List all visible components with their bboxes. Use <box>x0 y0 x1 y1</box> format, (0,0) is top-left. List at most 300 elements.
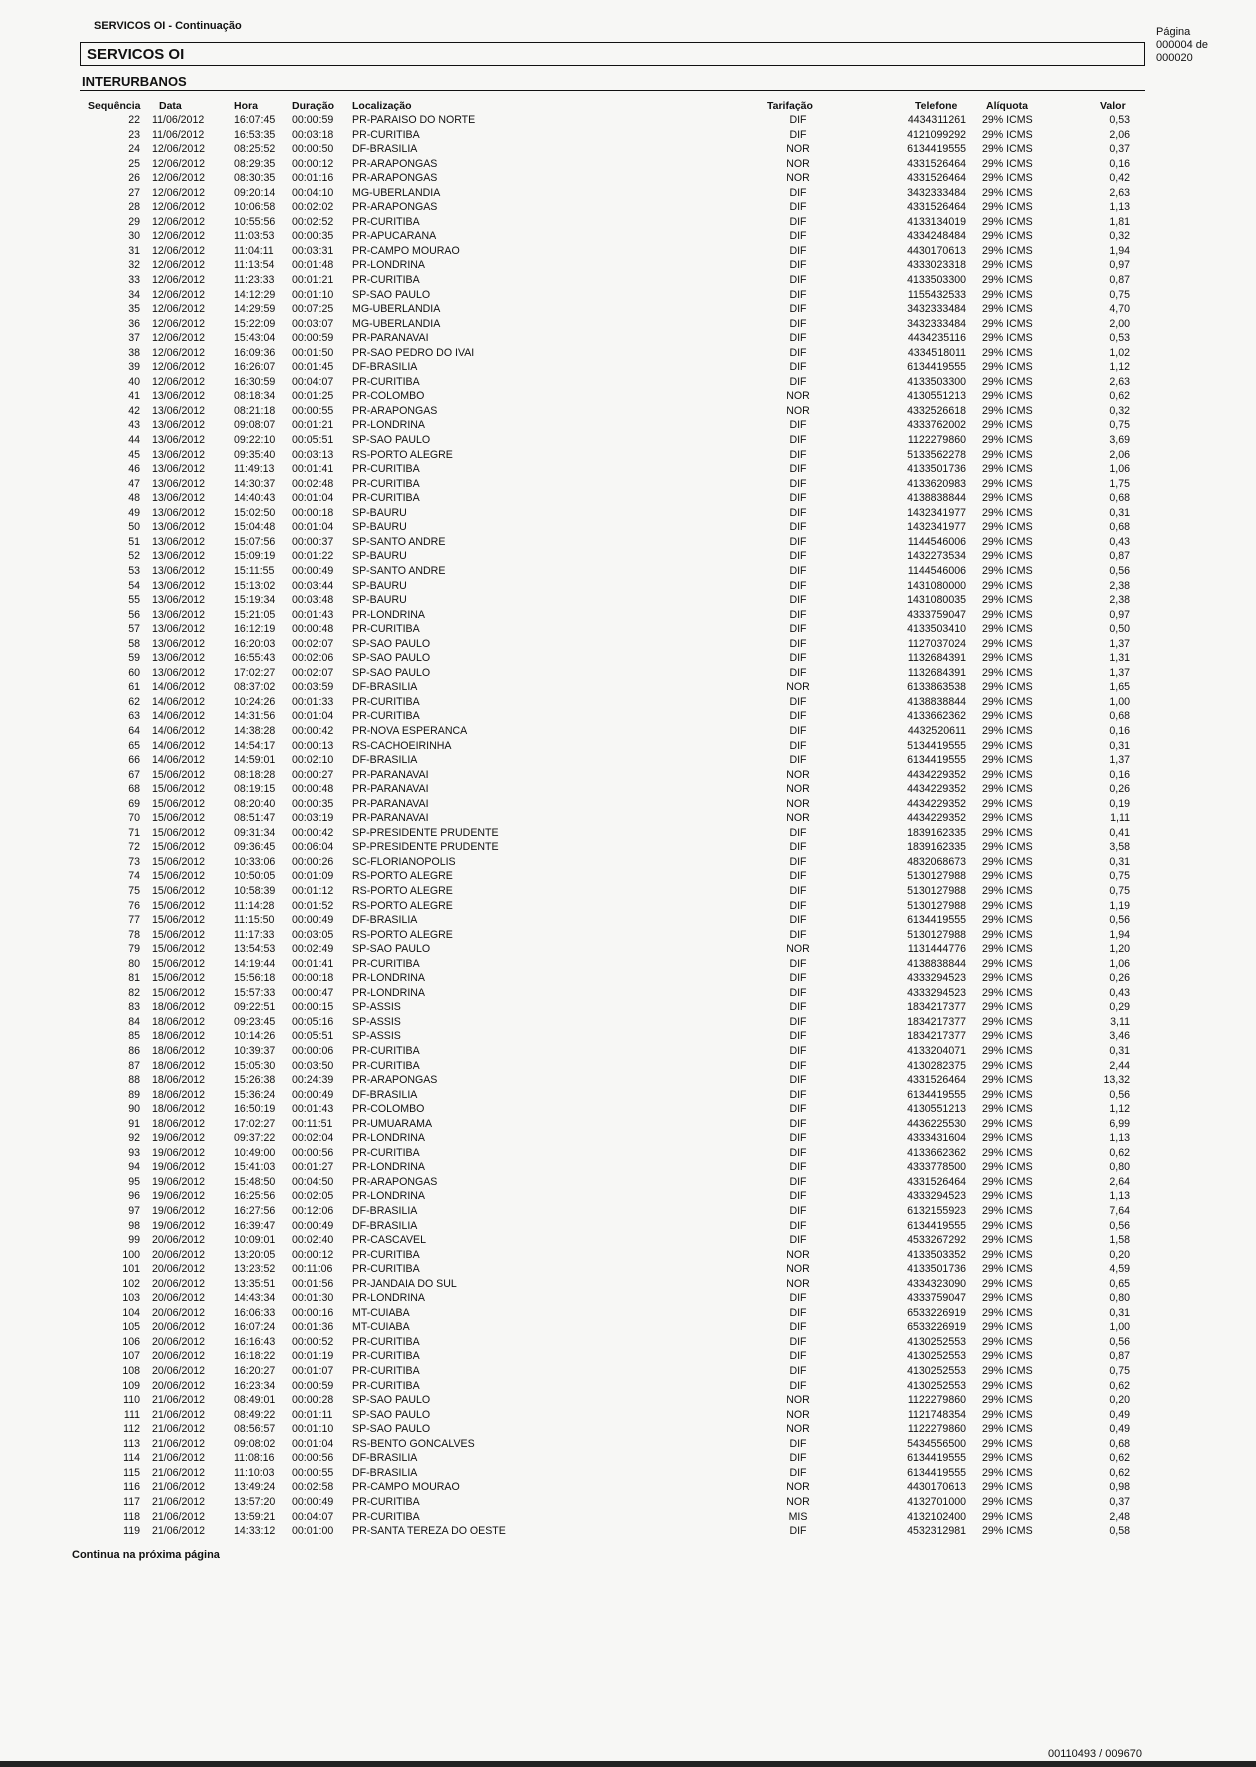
row-phone: 4333294523 <box>907 1190 966 1203</box>
row-location: PR-CURITIBA <box>352 128 420 141</box>
row-duration: 00:00:15 <box>292 1001 334 1014</box>
col-header-time: Hora <box>234 100 258 112</box>
row-date: 19/06/2012 <box>152 1175 206 1188</box>
row-date: 13/06/2012 <box>152 419 206 432</box>
row-tariff: NOR <box>786 157 810 170</box>
row-value: 0,87 <box>1109 550 1130 563</box>
row-time: 11:23:33 <box>234 274 275 287</box>
row-tariff: DIF <box>789 1452 807 1465</box>
row-value: 0,65 <box>1109 1277 1130 1290</box>
table-row <box>0 302 1256 317</box>
row-value: 0,16 <box>1109 724 1130 737</box>
row-time: 15:05:30 <box>234 1059 276 1072</box>
table-row <box>0 389 1256 404</box>
row-seq: 112 <box>123 1423 140 1436</box>
row-duration: 00:00:18 <box>292 506 334 519</box>
row-duration: 00:02:40 <box>292 1234 334 1247</box>
row-rate: 29% ICMS <box>982 884 1033 897</box>
row-location: PR-CURITIBA <box>352 1146 420 1159</box>
row-time: 16:07:45 <box>234 114 276 126</box>
row-value: 0,56 <box>1109 1219 1130 1232</box>
row-date: 14/06/2012 <box>152 724 206 737</box>
table-row <box>0 1189 1256 1204</box>
row-location: SP-ASSIS <box>352 1015 401 1028</box>
row-seq: 98 <box>128 1219 140 1232</box>
row-tariff: DIF <box>789 1335 807 1348</box>
row-time: 15:11:55 <box>234 564 275 577</box>
row-value: 0,31 <box>1109 739 1130 752</box>
row-date: 21/06/2012 <box>152 1510 206 1523</box>
row-tariff: DIF <box>789 1190 807 1203</box>
row-time: 11:03:53 <box>234 230 275 243</box>
row-seq: 44 <box>128 434 140 447</box>
row-seq: 63 <box>128 710 140 723</box>
row-tariff: DIF <box>789 1030 807 1043</box>
row-tariff: NOR <box>786 768 810 781</box>
table-row <box>0 1422 1256 1437</box>
row-value: 1,75 <box>1109 477 1130 490</box>
row-duration: 00:24:39 <box>292 1074 334 1087</box>
table-row <box>0 1277 1256 1292</box>
row-location: SP-SAO PAULO <box>352 943 431 956</box>
row-date: 21/06/2012 <box>152 1452 206 1465</box>
row-seq: 43 <box>128 419 140 432</box>
row-date: 19/06/2012 <box>152 1146 206 1159</box>
row-phone: 4434235116 <box>907 332 966 345</box>
row-rate: 29% ICMS <box>982 637 1033 650</box>
row-seq: 91 <box>128 1117 140 1130</box>
row-duration: 00:01:09 <box>292 870 334 883</box>
row-seq: 74 <box>128 870 140 883</box>
row-rate: 29% ICMS <box>982 1277 1033 1290</box>
row-duration: 00:00:27 <box>292 768 334 781</box>
row-duration: 00:01:43 <box>292 608 334 621</box>
row-seq: 42 <box>128 404 140 417</box>
row-tariff: DIF <box>789 535 807 548</box>
row-date: 18/06/2012 <box>152 1059 206 1072</box>
row-tariff: DIF <box>789 884 807 897</box>
row-seq: 69 <box>128 797 140 810</box>
row-rate: 29% ICMS <box>982 1394 1033 1407</box>
row-value: 0,62 <box>1109 1452 1130 1465</box>
section-title: SERVICOS OI <box>87 46 185 63</box>
row-time: 11:14:28 <box>234 899 275 912</box>
row-location: PR-CURITIBA <box>352 957 420 970</box>
row-duration: 00:02:02 <box>292 201 334 214</box>
row-tariff: DIF <box>789 506 807 519</box>
row-location: MT-CUIABA <box>352 1321 410 1334</box>
row-duration: 00:03:07 <box>292 317 334 330</box>
row-tariff: DIF <box>789 259 807 272</box>
row-location: PR-CURITIBA <box>352 1248 420 1261</box>
row-seq: 56 <box>128 608 140 621</box>
row-tariff: NOR <box>786 1423 810 1436</box>
row-duration: 00:00:49 <box>292 564 334 577</box>
row-tariff: DIF <box>789 710 807 723</box>
row-rate: 29% ICMS <box>982 404 1033 417</box>
row-seq: 70 <box>128 812 140 825</box>
row-time: 16:06:33 <box>234 1306 276 1319</box>
section-title-box <box>80 42 1145 66</box>
row-date: 12/06/2012 <box>152 143 206 156</box>
table-row <box>0 739 1256 754</box>
subsection-title: INTERURBANOS <box>82 74 187 89</box>
row-tariff: DIF <box>789 724 807 737</box>
row-time: 10:39:37 <box>234 1045 276 1057</box>
row-duration: 00:01:33 <box>292 695 334 708</box>
row-seq: 52 <box>128 550 140 563</box>
row-seq: 81 <box>128 972 140 985</box>
row-duration: 00:05:51 <box>292 434 334 447</box>
table-row <box>0 448 1256 463</box>
row-rate: 29% ICMS <box>982 579 1033 592</box>
row-duration: 00:00:12 <box>292 1248 334 1261</box>
row-location: PR-CURITIBA <box>352 274 420 287</box>
row-rate: 29% ICMS <box>982 1408 1033 1421</box>
row-tariff: DIF <box>789 1365 807 1378</box>
row-value: 0,62 <box>1109 1146 1130 1159</box>
row-duration: 00:01:36 <box>292 1321 334 1334</box>
row-seq: 59 <box>128 652 140 665</box>
row-phone: 4434229352 <box>907 812 966 825</box>
row-duration: 00:02:10 <box>292 754 334 767</box>
row-time: 08:51:47 <box>234 812 276 825</box>
row-phone: 4331526464 <box>907 157 966 170</box>
row-phone: 4532312981 <box>907 1525 966 1538</box>
table-row <box>0 942 1256 957</box>
row-phone: 4430170613 <box>907 244 966 257</box>
row-rate: 29% ICMS <box>982 681 1033 694</box>
row-value: 0,62 <box>1109 1466 1130 1479</box>
row-value: 0,32 <box>1109 230 1130 243</box>
row-time: 15:57:33 <box>234 986 276 999</box>
row-date: 20/06/2012 <box>152 1234 206 1247</box>
row-seq: 85 <box>128 1030 140 1043</box>
row-phone: 4132701000 <box>907 1495 966 1508</box>
row-rate: 29% ICMS <box>982 768 1033 781</box>
row-duration: 00:01:00 <box>292 1525 334 1538</box>
row-rate: 29% ICMS <box>982 972 1033 985</box>
row-rate: 29% ICMS <box>982 143 1033 156</box>
row-date: 13/06/2012 <box>152 579 206 592</box>
row-location: RS-PORTO ALEGRE <box>352 899 453 912</box>
row-seq: 49 <box>128 506 140 519</box>
row-phone: 4133662362 <box>907 1146 966 1159</box>
row-rate: 29% ICMS <box>982 550 1033 563</box>
row-duration: 00:00:13 <box>292 739 334 752</box>
row-location: PR-LONDRINA <box>352 608 425 621</box>
row-duration: 00:03:13 <box>292 448 334 461</box>
row-phone: 5130127988 <box>907 870 966 883</box>
table-row <box>0 157 1256 172</box>
row-tariff: NOR <box>786 1277 810 1290</box>
row-date: 13/06/2012 <box>152 506 206 519</box>
table-row <box>0 1291 1256 1306</box>
row-date: 13/06/2012 <box>152 666 206 679</box>
table-row <box>0 113 1256 128</box>
row-time: 10:58:39 <box>234 884 276 897</box>
table-row <box>0 899 1256 914</box>
row-phone: 4133503300 <box>907 274 966 287</box>
row-value: 4,59 <box>1109 1263 1130 1276</box>
row-duration: 00:01:19 <box>292 1350 334 1363</box>
row-time: 15:13:02 <box>234 579 276 592</box>
row-location: SP-SAO PAULO <box>352 1423 431 1436</box>
row-tariff: DIF <box>789 1132 807 1145</box>
row-duration: 00:01:45 <box>292 361 334 374</box>
row-rate: 29% ICMS <box>982 419 1033 432</box>
row-date: 20/06/2012 <box>152 1248 206 1261</box>
row-tariff: DIF <box>789 1205 807 1218</box>
table-row <box>0 1393 1256 1408</box>
row-value: 1,31 <box>1109 652 1130 665</box>
row-time: 15:36:24 <box>234 1088 276 1101</box>
row-duration: 00:00:35 <box>292 230 334 243</box>
row-location: DF-BRASILIA <box>352 754 418 767</box>
row-rate: 29% ICMS <box>982 346 1033 359</box>
row-phone: 4434229352 <box>907 783 966 796</box>
row-time: 16:20:03 <box>234 637 276 650</box>
row-date: 13/06/2012 <box>152 535 206 548</box>
row-time: 16:12:19 <box>234 623 276 636</box>
row-rate: 29% ICMS <box>982 1466 1033 1479</box>
row-phone: 1121748354 <box>907 1408 966 1421</box>
row-rate: 29% ICMS <box>982 914 1033 927</box>
row-time: 09:08:07 <box>234 419 276 432</box>
row-phone: 5134419555 <box>907 739 966 752</box>
row-time: 15:22:09 <box>234 317 276 330</box>
row-rate: 29% ICMS <box>982 943 1033 956</box>
row-value: 1,19 <box>1109 899 1130 912</box>
table-row <box>0 375 1256 390</box>
row-time: 15:02:50 <box>234 506 276 519</box>
row-phone: 4434311261 <box>907 114 966 126</box>
subsection-divider <box>80 90 1145 91</box>
row-tariff: NOR <box>786 797 810 810</box>
row-location: PR-PARANAVAI <box>352 783 429 796</box>
row-duration: 00:04:07 <box>292 375 334 388</box>
row-value: 0,29 <box>1109 1001 1130 1014</box>
row-date: 14/06/2012 <box>152 739 206 752</box>
row-location: DF-BRASILIA <box>352 1452 418 1465</box>
row-seq: 25 <box>128 157 140 170</box>
row-rate: 29% ICMS <box>982 1321 1033 1334</box>
row-duration: 00:01:30 <box>292 1292 334 1305</box>
row-seq: 94 <box>128 1161 140 1174</box>
row-duration: 00:01:21 <box>292 274 334 287</box>
row-phone: 4333759047 <box>907 608 966 621</box>
row-tariff: DIF <box>789 1219 807 1232</box>
row-tariff: DIF <box>789 1117 807 1130</box>
row-date: 18/06/2012 <box>152 1001 206 1014</box>
row-location: PR-CURITIBA <box>352 623 420 636</box>
row-time: 08:18:34 <box>234 390 276 403</box>
table-row <box>0 200 1256 215</box>
row-location: PR-ARAPONGAS <box>352 201 438 214</box>
row-rate: 29% ICMS <box>982 1219 1033 1232</box>
row-seq: 73 <box>128 855 140 868</box>
row-seq: 66 <box>128 754 140 767</box>
row-time: 10:06:58 <box>234 201 276 214</box>
row-seq: 41 <box>128 390 140 403</box>
row-value: 1,37 <box>1109 637 1130 650</box>
table-row <box>0 462 1256 477</box>
row-duration: 00:00:48 <box>292 623 334 636</box>
row-location: DF-BRASILIA <box>352 681 418 694</box>
table-row <box>0 1059 1256 1074</box>
row-phone: 6134419555 <box>907 1466 966 1479</box>
row-date: 13/06/2012 <box>152 448 206 461</box>
row-time: 08:49:22 <box>234 1408 276 1421</box>
row-value: 1,00 <box>1109 1321 1130 1334</box>
row-time: 10:14:26 <box>234 1030 276 1043</box>
table-row <box>0 709 1256 724</box>
row-time: 17:02:27 <box>234 666 276 679</box>
row-phone: 4130252553 <box>907 1335 966 1348</box>
row-date: 12/06/2012 <box>152 288 206 301</box>
row-time: 09:36:45 <box>234 841 276 854</box>
row-seq: 45 <box>128 448 140 461</box>
row-seq: 47 <box>128 477 140 490</box>
row-phone: 6134419555 <box>907 1088 966 1101</box>
row-tariff: DIF <box>789 1001 807 1014</box>
row-phone: 4130551213 <box>907 1103 966 1116</box>
row-duration: 00:00:48 <box>292 783 334 796</box>
row-phone: 1834217377 <box>907 1015 966 1028</box>
document-code: 00110493 / 009670 <box>1048 1748 1142 1760</box>
row-tariff: DIF <box>789 361 807 374</box>
row-location: DF-BRASILIA <box>352 1205 418 1218</box>
row-seq: 93 <box>128 1146 140 1159</box>
row-value: 0,68 <box>1109 492 1130 505</box>
row-rate: 29% ICMS <box>982 652 1033 665</box>
row-phone: 1432341977 <box>907 521 966 534</box>
table-row <box>0 1495 1256 1510</box>
row-seq: 100 <box>122 1248 140 1261</box>
row-date: 12/06/2012 <box>152 244 206 257</box>
row-rate: 29% ICMS <box>982 812 1033 825</box>
row-duration: 00:01:48 <box>292 259 334 272</box>
table-row <box>0 957 1256 972</box>
row-duration: 00:04:10 <box>292 186 334 199</box>
col-header-phone: Telefone <box>915 100 958 112</box>
row-date: 12/06/2012 <box>152 303 206 316</box>
row-rate: 29% ICMS <box>982 1510 1033 1523</box>
row-date: 15/06/2012 <box>152 841 206 854</box>
row-seq: 48 <box>128 492 140 505</box>
row-value: 0,20 <box>1109 1394 1130 1407</box>
row-seq: 28 <box>128 201 140 214</box>
row-rate: 29% ICMS <box>982 1161 1033 1174</box>
row-phone: 4138838844 <box>907 695 966 708</box>
col-header-rate: Alíquota <box>986 100 1028 112</box>
row-phone: 5130127988 <box>907 928 966 941</box>
row-rate: 29% ICMS <box>982 274 1033 287</box>
row-time: 11:10:03 <box>234 1466 275 1479</box>
row-rate: 29% ICMS <box>982 1379 1033 1392</box>
row-seq: 109 <box>122 1379 140 1392</box>
table-row <box>0 1466 1256 1481</box>
row-time: 15:26:38 <box>234 1074 276 1087</box>
row-tariff: DIF <box>789 492 807 505</box>
row-seq: 111 <box>123 1408 140 1421</box>
row-tariff: DIF <box>789 652 807 665</box>
row-tariff: DIF <box>789 1466 807 1479</box>
row-rate: 29% ICMS <box>982 361 1033 374</box>
row-tariff: DIF <box>789 477 807 490</box>
row-rate: 29% ICMS <box>982 928 1033 941</box>
table-row <box>0 1175 1256 1190</box>
row-time: 15:41:03 <box>234 1161 276 1174</box>
row-location: PR-LONDRINA <box>352 1190 425 1203</box>
row-seq: 30 <box>128 230 140 243</box>
row-time: 14:30:37 <box>234 477 276 490</box>
row-duration: 00:00:49 <box>292 1088 334 1101</box>
table-row <box>0 142 1256 157</box>
row-date: 15/06/2012 <box>152 797 206 810</box>
page-number: 000004 de <box>1156 39 1208 51</box>
row-location: SP-BAURU <box>352 550 407 563</box>
row-tariff: DIF <box>789 1292 807 1305</box>
row-duration: 00:02:52 <box>292 215 334 228</box>
row-tariff: DIF <box>789 666 807 679</box>
row-date: 12/06/2012 <box>152 274 206 287</box>
row-tariff: DIF <box>789 1321 807 1334</box>
row-value: 0,87 <box>1109 1350 1130 1363</box>
row-value: 0,31 <box>1109 1306 1130 1319</box>
table-row <box>0 1379 1256 1394</box>
row-location: PR-ARAPONGAS <box>352 1175 438 1188</box>
table-row <box>0 360 1256 375</box>
row-tariff: DIF <box>789 1379 807 1392</box>
row-value: 0,68 <box>1109 521 1130 534</box>
row-value: 0,87 <box>1109 274 1130 287</box>
row-duration: 00:01:04 <box>292 710 334 723</box>
row-date: 13/06/2012 <box>152 492 206 505</box>
row-location: PR-APUCARANA <box>352 230 437 243</box>
row-value: 1,12 <box>1109 361 1130 374</box>
table-row <box>0 1364 1256 1379</box>
row-phone: 4832068673 <box>907 855 966 868</box>
table-row <box>0 753 1256 768</box>
row-value: 2,48 <box>1109 1510 1130 1523</box>
row-duration: 00:00:47 <box>292 986 334 999</box>
row-date: 13/06/2012 <box>152 434 206 447</box>
row-seq: 40 <box>128 375 140 388</box>
row-seq: 87 <box>128 1059 140 1072</box>
row-value: 2,44 <box>1109 1059 1130 1072</box>
row-phone: 4434229352 <box>907 768 966 781</box>
row-seq: 118 <box>123 1510 140 1523</box>
row-time: 08:37:02 <box>234 681 276 694</box>
row-seq: 26 <box>128 172 140 185</box>
row-value: 0,80 <box>1109 1292 1130 1305</box>
row-value: 1,94 <box>1109 928 1130 941</box>
row-tariff: DIF <box>789 637 807 650</box>
row-phone: 4133503352 <box>907 1248 966 1261</box>
table-row <box>0 1524 1256 1539</box>
row-location: PR-ARAPONGAS <box>352 1074 438 1087</box>
row-time: 13:57:20 <box>234 1495 276 1508</box>
row-value: 0,56 <box>1109 914 1130 927</box>
row-time: 09:20:14 <box>234 186 276 199</box>
row-time: 16:18:22 <box>234 1350 276 1363</box>
row-date: 13/06/2012 <box>152 564 206 577</box>
row-value: 0,41 <box>1109 826 1130 839</box>
row-tariff: DIF <box>789 870 807 883</box>
row-time: 13:49:24 <box>234 1481 276 1494</box>
row-duration: 00:01:25 <box>292 390 334 403</box>
